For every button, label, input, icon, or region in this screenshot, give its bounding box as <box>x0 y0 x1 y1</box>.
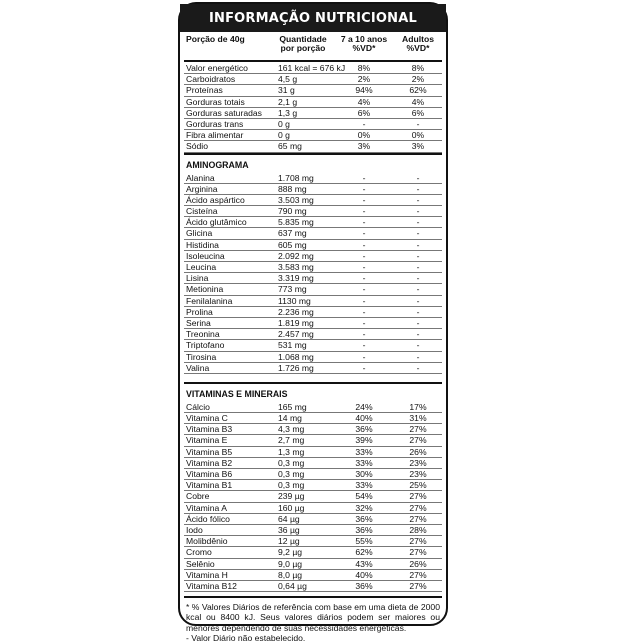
adults-dv-value: - <box>416 217 420 228</box>
table-row <box>180 85 446 96</box>
footnote-reference: * % Valores Diários de referência com base em uma dieta de 2000 kcal ou 8400 kJ. Seus valores diários podem ser maiores ou menores dependendo de suas necessidades energéticas. <box>186 602 440 633</box>
kids-dv-value: 24% <box>355 401 373 412</box>
kids-dv-header-line2: %VD* <box>352 43 376 53</box>
nutrient-name: Vitamina E <box>186 435 228 446</box>
adults-dv-value: - <box>416 118 420 129</box>
adults-dv-value: - <box>416 340 420 351</box>
adults-dv-header <box>392 35 444 53</box>
table-row <box>180 173 446 184</box>
kids-dv-value: - <box>362 306 366 317</box>
table-row <box>180 525 446 536</box>
footnote-not-established: - Valor Diário não estabelecido. <box>186 633 306 644</box>
table-row <box>180 402 446 413</box>
table-row <box>180 447 446 458</box>
adults-dv-value: - <box>416 317 420 328</box>
nutrition-title: INFORMAÇÃO NUTRICIONAL <box>180 4 446 32</box>
nutrient-quantity: 0 g <box>278 130 290 141</box>
nutrient-quantity: 4,3 mg <box>278 424 305 435</box>
adults-dv-header-line2: %VD* <box>406 43 430 53</box>
table-row <box>180 184 446 195</box>
nutrient-quantity: 637 mg <box>278 228 307 239</box>
adults-dv-value: 27% <box>409 569 427 580</box>
nutrient-quantity: 1.708 mg <box>278 172 314 183</box>
kids-dv-value: - <box>362 172 366 183</box>
table-row <box>180 503 446 514</box>
nutrient-quantity: 0,3 mg <box>278 480 305 491</box>
nutrient-name: Ácido aspártico <box>186 194 245 205</box>
kids-dv-value: - <box>362 183 366 194</box>
nutrient-quantity: 1130 mg <box>278 295 311 306</box>
adults-dv-value: 27% <box>409 547 427 558</box>
nutrient-quantity: 160 µg <box>278 502 305 513</box>
table-row <box>180 141 446 152</box>
kids-dv-value: - <box>362 228 366 239</box>
nutrient-quantity: 12 µg <box>278 536 300 547</box>
table-row <box>180 130 446 141</box>
nutrient-name: Gorduras totais <box>186 96 245 107</box>
nutrient-name: Gorduras trans <box>186 118 244 129</box>
kids-dv-header <box>340 35 388 53</box>
table-row <box>180 458 446 469</box>
kids-dv-value: 6% <box>357 107 371 118</box>
kids-dv-value: 8% <box>357 63 371 73</box>
quantity-header-line2: por porção <box>280 43 326 53</box>
nutrient-name: Gorduras saturadas <box>186 107 262 118</box>
table-row <box>180 307 446 318</box>
table-row <box>180 547 446 558</box>
table-row <box>180 318 446 329</box>
nutrient-name: Fenilalanina <box>186 295 233 306</box>
adults-dv-value: - <box>416 262 420 272</box>
nutrient-name: Carboidratos <box>186 74 236 85</box>
nutrient-name: Proteínas <box>186 85 223 96</box>
nutrient-quantity: 2.457 mg <box>278 329 314 340</box>
kids-dv-value: - <box>362 351 366 362</box>
adults-dv-value: 6% <box>411 107 425 118</box>
quantity-header-line1: Quantidade <box>279 34 327 44</box>
nutrient-table <box>180 62 446 153</box>
nutrient-name: Serina <box>186 317 211 328</box>
nutrient-quantity: 1.819 mg <box>278 317 314 328</box>
nutrient-name: Prolina <box>186 306 213 317</box>
kids-dv-value: 33% <box>355 457 373 468</box>
nutrient-name: Vitamina B6 <box>186 469 233 479</box>
vitamins-table <box>180 401 446 592</box>
adults-dv-value: - <box>416 250 420 261</box>
kids-dv-value: - <box>362 206 366 217</box>
nutrient-name: Ácido glutâmico <box>186 217 247 228</box>
nutrient-name: Valor energético <box>186 63 248 73</box>
kids-dv-value: - <box>362 329 366 340</box>
nutrient-name: Valina <box>186 362 210 373</box>
table-row <box>180 217 446 228</box>
table-row <box>180 284 446 295</box>
table-row <box>180 108 446 119</box>
nutrient-name: Vitamina B12 <box>186 580 237 591</box>
nutrient-quantity: 1.068 mg <box>278 351 314 362</box>
table-row <box>180 413 446 424</box>
nutrient-name: Arginina <box>186 183 218 194</box>
nutrient-quantity: 605 mg <box>278 239 307 250</box>
nutrient-name: Selênio <box>186 558 215 569</box>
kids-dv-header-line1: 7 a 10 anos <box>340 34 388 44</box>
table-row <box>180 424 446 435</box>
nutrient-quantity: 9,2 µg <box>278 547 303 558</box>
adults-dv-value: 27% <box>409 536 427 547</box>
kids-dv-value: - <box>362 284 366 295</box>
nutrient-quantity: 31 g <box>278 85 295 96</box>
aminogram-title: AMINOGRAMA <box>186 159 249 170</box>
kids-dv-value: - <box>362 250 366 261</box>
kids-dv-value: - <box>362 239 366 250</box>
table-row <box>180 559 446 570</box>
nutrient-name: Cálcio <box>186 401 210 412</box>
nutrient-quantity: 161 kcal = 676 kJ <box>278 63 346 73</box>
nutrient-name: Metionina <box>186 284 224 295</box>
nutrient-quantity: 2.092 mg <box>278 250 314 261</box>
adults-dv-value: 27% <box>409 502 427 513</box>
kids-dv-value: 36% <box>355 513 373 524</box>
table-row <box>180 228 446 239</box>
nutrient-name: Sódio <box>186 141 208 152</box>
kids-dv-value: - <box>362 217 366 228</box>
kids-dv-value: - <box>362 295 366 306</box>
adults-dv-value: 27% <box>409 491 427 502</box>
section-divider <box>184 382 442 384</box>
adults-dv-value: 23% <box>409 469 427 479</box>
kids-dv-value: - <box>362 317 366 328</box>
table-row <box>180 296 446 307</box>
kids-dv-value: 55% <box>355 536 373 547</box>
table-row <box>180 63 446 74</box>
nutrient-quantity: 1,3 mg <box>278 446 305 457</box>
nutrient-quantity: 2,7 mg <box>278 435 305 446</box>
adults-dv-value: 2% <box>411 74 425 85</box>
column-header <box>180 32 446 60</box>
kids-dv-value: 4% <box>357 96 371 107</box>
nutrient-name: Vitamina H <box>186 569 228 580</box>
kids-dv-value: 36% <box>355 580 373 591</box>
kids-dv-value: 40% <box>355 569 373 580</box>
kids-dv-value: 33% <box>355 480 373 491</box>
nutrient-name: Alanina <box>186 172 215 183</box>
nutrient-quantity: 1.726 mg <box>278 362 314 373</box>
kids-dv-value: 94% <box>355 85 373 96</box>
table-row <box>180 240 446 251</box>
adults-dv-value: 27% <box>409 435 427 446</box>
adults-dv-value: 23% <box>409 457 427 468</box>
nutrient-quantity: 4,5 g <box>278 74 298 85</box>
table-row <box>180 340 446 351</box>
footnote <box>180 598 446 644</box>
nutrient-quantity: 1,3 g <box>278 107 298 118</box>
nutrient-name: Cobre <box>186 491 210 502</box>
adults-dv-value: 0% <box>411 130 425 141</box>
kids-dv-value: 0% <box>357 130 371 141</box>
adults-dv-value: - <box>416 239 420 250</box>
adults-dv-value: - <box>416 284 420 295</box>
nutrient-name: Vitamina B1 <box>186 480 233 491</box>
nutrient-name: Fibra alimentar <box>186 130 244 141</box>
nutrient-quantity: 36 µg <box>278 524 300 535</box>
kids-dv-value: 62% <box>355 547 373 558</box>
nutrient-name: Ácido fólico <box>186 513 230 524</box>
nutrient-name: Molibdênio <box>186 536 228 547</box>
nutrient-quantity: 239 µg <box>278 491 305 502</box>
nutrient-name: Isoleucina <box>186 250 225 261</box>
kids-dv-value: - <box>362 340 366 351</box>
nutrient-quantity: 773 mg <box>278 284 307 295</box>
adults-dv-value: - <box>416 362 420 373</box>
table-row <box>180 195 446 206</box>
kids-dv-value: - <box>362 362 366 373</box>
nutrient-name: Histidina <box>186 239 219 250</box>
nutrient-quantity: 165 mg <box>278 401 307 412</box>
nutrient-quantity: 65 mg <box>278 141 302 152</box>
kids-dv-value: 39% <box>355 435 373 446</box>
nutrition-facts-label <box>178 2 448 644</box>
adults-dv-value: - <box>416 183 420 194</box>
nutrient-name: Cromo <box>186 547 212 558</box>
kids-dv-value: 36% <box>355 524 373 535</box>
adults-dv-value: 26% <box>409 446 427 457</box>
nutrient-name: Leucina <box>186 262 217 272</box>
kids-dv-value: 30% <box>355 469 373 479</box>
nutrient-quantity: 2.236 mg <box>278 306 314 317</box>
adults-dv-value: 26% <box>409 558 427 569</box>
kids-dv-value: - <box>362 118 366 129</box>
table-row <box>180 570 446 581</box>
table-row <box>180 119 446 130</box>
kids-dv-value: 33% <box>355 446 373 457</box>
kids-dv-value: 32% <box>355 502 373 513</box>
adults-dv-value: 4% <box>411 96 425 107</box>
table-row <box>180 251 446 262</box>
section-divider <box>184 153 442 155</box>
nutrient-name: Vitamina B2 <box>186 457 233 468</box>
adults-dv-value: 3% <box>411 141 425 152</box>
nutrient-quantity: 0,64 µg <box>278 580 307 591</box>
adults-dv-value: 31% <box>409 413 427 424</box>
table-row <box>180 97 446 108</box>
nutrient-quantity: 790 mg <box>278 206 307 217</box>
adults-dv-value: - <box>416 351 420 362</box>
portion-header: Porção de 40g <box>186 34 245 44</box>
adults-dv-value: 27% <box>409 513 427 524</box>
table-row <box>180 206 446 217</box>
nutrient-quantity: 3.319 mg <box>278 273 314 284</box>
table-row <box>180 480 446 491</box>
kids-dv-value: 36% <box>355 424 373 435</box>
nutrient-name: Tirosina <box>186 351 217 362</box>
kids-dv-value: 54% <box>355 491 373 502</box>
nutrient-quantity: 5.835 mg <box>278 217 314 228</box>
vitamins-title: VITAMINAS E MINERAIS <box>186 388 288 399</box>
table-row <box>180 491 446 502</box>
nutrient-name: Vitamina B3 <box>186 424 233 435</box>
kids-dv-value: 3% <box>357 141 371 152</box>
kids-dv-value: 43% <box>355 558 373 569</box>
nutrient-name: Triptofano <box>186 340 225 351</box>
table-row <box>180 581 446 592</box>
kids-dv-value: 40% <box>355 413 373 424</box>
table-row <box>180 514 446 525</box>
table-row <box>180 352 446 363</box>
quantity-header <box>268 35 338 53</box>
kids-dv-value: - <box>362 273 366 284</box>
nutrient-quantity: 0,3 mg <box>278 457 305 468</box>
adults-dv-value: 27% <box>409 424 427 435</box>
nutrient-name: Lisina <box>186 273 209 284</box>
adults-dv-value: 62% <box>409 85 427 96</box>
nutrient-quantity: 0 g <box>278 118 290 129</box>
nutrient-name: Vitamina B5 <box>186 446 233 457</box>
adults-dv-value: - <box>416 206 420 217</box>
aminogram-table <box>180 172 446 374</box>
nutrient-name: Cisteína <box>186 206 218 217</box>
nutrient-quantity: 14 mg <box>278 413 302 424</box>
nutrient-quantity: 531 mg <box>278 340 307 351</box>
adults-dv-value: - <box>416 295 420 306</box>
nutrient-quantity: 9,0 µg <box>278 558 303 569</box>
table-row <box>180 435 446 446</box>
adults-dv-header-line1: Adultos <box>402 34 434 44</box>
nutrient-name: Iodo <box>186 524 203 535</box>
kids-dv-value: - <box>362 262 366 272</box>
nutrient-quantity: 888 mg <box>278 183 307 194</box>
adults-dv-value: - <box>416 194 420 205</box>
nutrient-quantity: 0,3 mg <box>278 469 305 479</box>
kids-dv-value: - <box>362 194 366 205</box>
table-row <box>180 363 446 374</box>
table-row <box>180 536 446 547</box>
nutrient-quantity: 64 µg <box>278 513 300 524</box>
adults-dv-value: 25% <box>409 480 427 491</box>
nutrient-name: Glicina <box>186 228 213 239</box>
adults-dv-value: - <box>416 172 420 183</box>
nutrient-quantity: 2,1 g <box>278 96 298 107</box>
adults-dv-value: - <box>416 329 420 340</box>
table-row <box>180 329 446 340</box>
adults-dv-value: - <box>416 306 420 317</box>
table-row <box>180 273 446 284</box>
table-row <box>180 469 446 480</box>
kids-dv-value: 2% <box>357 74 371 85</box>
nutrient-quantity: 3.503 mg <box>278 194 314 205</box>
nutrient-name: Vitamina C <box>186 413 228 424</box>
adults-dv-value: - <box>416 228 420 239</box>
adults-dv-value: 27% <box>409 580 427 591</box>
adults-dv-value: 28% <box>409 524 427 535</box>
nutrient-quantity: 8,0 µg <box>278 569 303 580</box>
table-row <box>180 262 446 273</box>
nutrient-quantity: 3.583 mg <box>278 262 314 272</box>
table-row <box>180 74 446 85</box>
adults-dv-value: 8% <box>411 63 425 73</box>
adults-dv-value: - <box>416 273 420 284</box>
nutrient-name: Treonina <box>186 329 220 340</box>
nutrient-name: Vitamina A <box>186 502 227 513</box>
adults-dv-value: 17% <box>409 401 427 412</box>
